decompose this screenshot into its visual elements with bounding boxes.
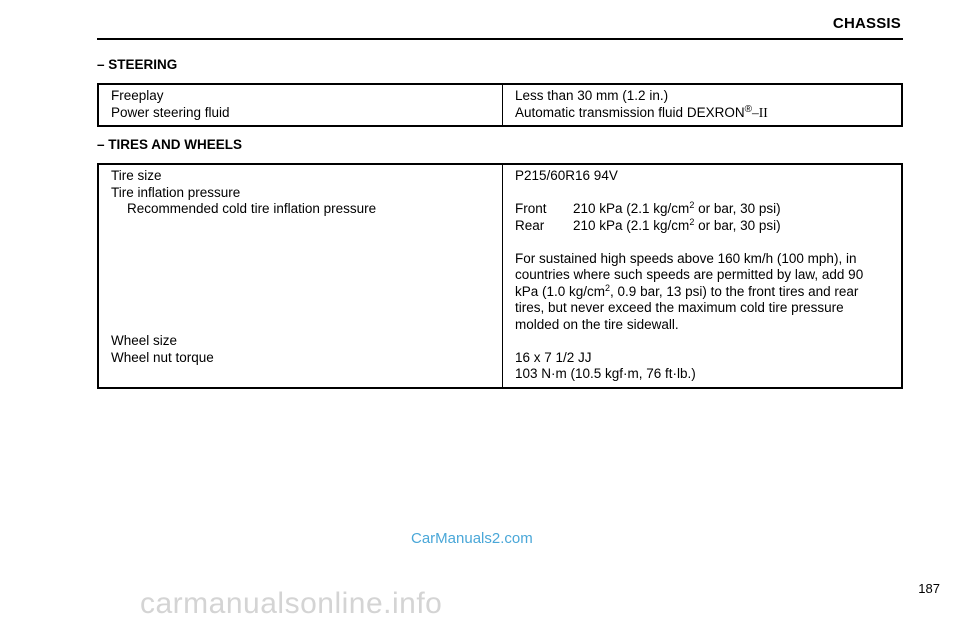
- rear-value: [573, 218, 781, 235]
- section-title: CHASSIS: [832, 15, 901, 32]
- steering-table: [97, 83, 903, 127]
- tires-labels: [99, 165, 502, 387]
- fluid-name: Automatic transmission fluid DEXRON: [515, 104, 745, 120]
- front-value-sup: 2: [689, 200, 695, 210]
- wheel-nut-torque-label: Wheel nut torque: [111, 349, 214, 365]
- header-rule: [97, 38, 903, 40]
- front-value: [573, 201, 781, 218]
- note-line-3-a: kPa (1.0 kg/cm: [515, 283, 606, 299]
- freeplay-label: Freeplay: [111, 88, 164, 103]
- tire-size-label: Tire size: [111, 168, 162, 183]
- steering-heading: – STEERING: [97, 57, 178, 72]
- spacer: [111, 218, 502, 334]
- spacer: [515, 333, 885, 350]
- high-speed-note-line-4: tires, but never exceed the maximum cold tire pressure: [515, 300, 844, 315]
- registered-mark: ®: [744, 103, 752, 115]
- wheel-nut-torque-value: 103 N·m (10.5 kgf·m, 76 ft·lb.): [515, 366, 696, 381]
- page-number: 187: [918, 581, 940, 596]
- front-pressure-row: [515, 201, 885, 218]
- wheel-size-value: 16 x 7 1/2 JJ: [515, 349, 592, 365]
- freeplay-value: Less than 30 mm (1.2 in.): [515, 88, 669, 103]
- steering-labels: [99, 85, 502, 125]
- front-value-b: or bar, 30 psi): [694, 201, 781, 216]
- spacer: [515, 185, 885, 202]
- site-watermark-link[interactable]: CarManuals2.com: [411, 530, 533, 547]
- rear-value-a: 210 kPa (2.1 kg/cm: [573, 217, 690, 233]
- spacer: [515, 234, 885, 251]
- steering-values: [502, 85, 901, 125]
- rear-label: Rear: [515, 217, 545, 233]
- high-speed-note-line-2: countries where such speeds are permitted by law, add 90: [515, 267, 864, 282]
- fluid-suffix: –II: [751, 104, 768, 120]
- high-speed-note-line-1: For sustained high speeds above 160 km/h (100 mph), in: [515, 250, 857, 266]
- tires-table: [97, 163, 903, 389]
- front-value-a: 210 kPa (2.1 kg/cm: [573, 201, 690, 216]
- tires-values: [502, 165, 901, 387]
- rear-value-sup: 2: [689, 216, 695, 227]
- power-steering-fluid-value: [515, 105, 885, 122]
- high-speed-note-line-3: [515, 284, 885, 301]
- high-speed-note-line-5: molded on the tire sidewall.: [515, 316, 679, 332]
- note-line-3-b: , 0.9 bar, 13 psi) to the front tires and rear: [610, 283, 859, 299]
- power-steering-fluid-label: Power steering fluid: [111, 104, 230, 120]
- footer-watermark: carmanualsonline.info: [140, 587, 443, 620]
- tires-heading: – TIRES AND WHEELS: [97, 137, 243, 152]
- rear-pressure-row: [515, 218, 885, 235]
- wheel-size-label: Wheel size: [111, 333, 178, 348]
- recommended-pressure-label: Recommended cold tire inflation pressure: [127, 201, 377, 216]
- front-label: Front: [515, 201, 547, 216]
- tire-size-value: P215/60R16 94V: [515, 168, 618, 183]
- note-line-3-sup: 2: [605, 282, 611, 293]
- rear-value-b: or bar, 30 psi): [694, 217, 781, 233]
- tire-inflation-label: Tire inflation pressure: [111, 184, 241, 200]
